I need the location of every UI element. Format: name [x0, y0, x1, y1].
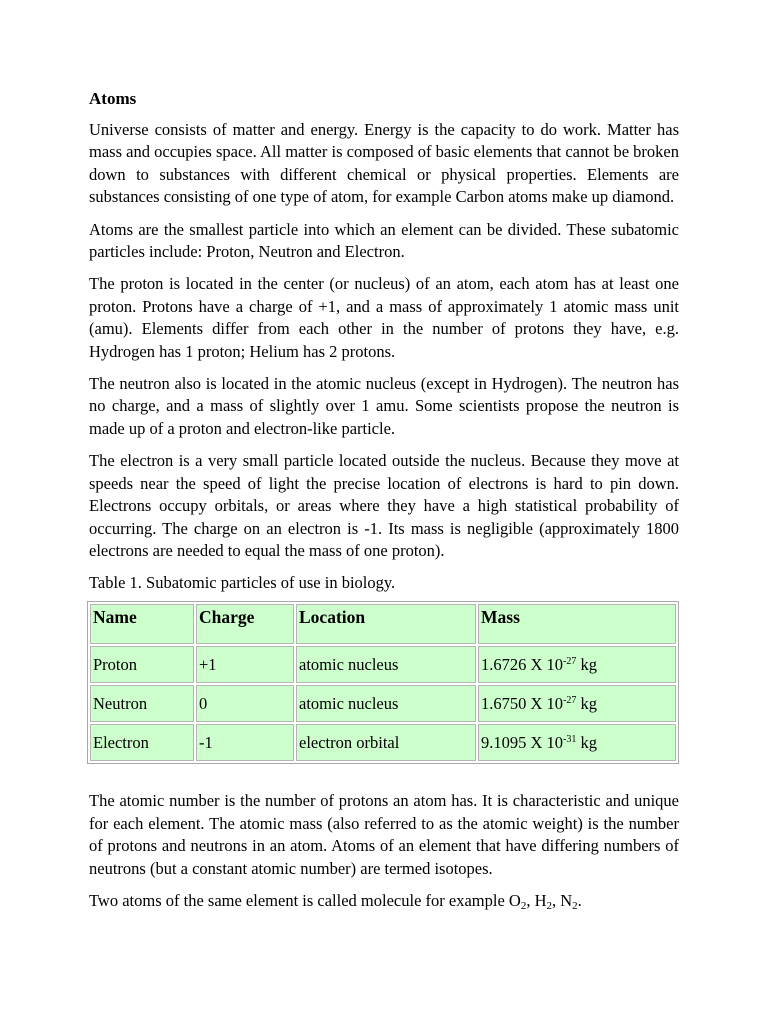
- column-header-charge: Charge: [196, 604, 294, 644]
- table-row-proton: [90, 646, 676, 683]
- table-row-neutron: [90, 685, 676, 722]
- sentence-end: .: [577, 890, 582, 910]
- mass-base: 9.1095 X 10: [481, 732, 564, 752]
- paragraph-matter-energy: Universe consists of matter and energy. Energy is the capacity to do work. Matter has mass and occupies space. All matter is composed of basic elements that cannot be broken down to substances with different chemical or physical properties. Elements are substances consisting of one type of atom, for example Carbon atoms make up diamond.: [89, 120, 679, 207]
- subatomic-particles-table: [87, 601, 679, 764]
- document-page: [89, 88, 679, 922]
- paragraph-atoms: Atoms are the smallest particle into which an element can be divided. These subatomic particles include: Proton, Neutron and Electron.: [89, 219, 679, 262]
- oxygen-subscript: 2: [520, 899, 527, 912]
- paragraph-molecule: [89, 890, 679, 912]
- cell-mass: [478, 685, 676, 722]
- page-title: Atoms: [89, 89, 137, 108]
- cell-location: atomic nucleus: [296, 646, 476, 683]
- mass-unit: kg: [576, 654, 598, 674]
- paragraph-neutron: The neutron also is located in the atomic nucleus (except in Hydrogen). The neutron has no charge, and a mass of slightly over 1 amu. Some scientists propose the neutron is made up of a proton and electron-like particle.: [89, 374, 679, 438]
- table-header-row: [90, 604, 676, 644]
- column-header-mass: Mass: [478, 604, 676, 644]
- cell-charge: 0: [196, 685, 294, 722]
- cell-location: electron orbital: [296, 724, 476, 761]
- cell-charge: -1: [196, 724, 294, 761]
- cell-name: Electron: [90, 724, 194, 761]
- table-row-electron: [90, 724, 676, 761]
- mass-unit: kg: [576, 732, 598, 752]
- paragraph-proton: The proton is located in the center (or nucleus) of an atom, each atom has at least one proton. Protons have a charge of +1, and a mass of approximately 1 atomic mass unit (amu). Elements differ from each other in the number of protons they have, e.g. Hydrogen has 1 proton; Helium has 2 protons.: [89, 274, 679, 361]
- separator-hydrogen: , H: [526, 890, 547, 910]
- nitrogen-subscript: 2: [572, 899, 578, 912]
- mass-exponent: -31: [563, 733, 577, 745]
- hydrogen-subscript: 2: [546, 899, 552, 912]
- cell-location: atomic nucleus: [296, 685, 476, 722]
- mass-base: 1.6750 X 10: [481, 693, 564, 713]
- mass-exponent: -27: [563, 655, 577, 667]
- column-header-location: Location: [296, 604, 476, 644]
- paragraph-atomic-number: The atomic number is the number of protons an atom has. It is characteristic and unique for each element. The atomic mass (also referred to as the atomic weight) is the number of protons and neutrons in an atom. Atoms of an element that have differing numbers of neutrons (but a constant atomic number) are termed isotopes.: [89, 791, 679, 878]
- mass-base: 1.6726 X 10: [481, 654, 564, 674]
- cell-mass: [478, 646, 676, 683]
- mass-exponent: -27: [563, 694, 577, 706]
- column-header-name: Name: [90, 604, 194, 644]
- molecule-text: Two atoms of the same element is called molecule for example O: [89, 890, 521, 910]
- mass-unit: kg: [576, 693, 598, 713]
- separator-nitrogen: , N: [552, 890, 573, 910]
- table-caption: Table 1. Subatomic particles of use in biology.: [89, 573, 396, 593]
- cell-name: Neutron: [90, 685, 194, 722]
- paragraph-electron: The electron is a very small particle located outside the nucleus. Because they move at speeds near the speed of light the precise location of electrons is hard to pin down. Electrons occupy orbitals, or areas where they have a high statistical probability of occurring. The charge on an electron is -1. Its mass is negligible (approximately 1800 electrons are needed to equal the mass of one proton).: [89, 451, 679, 560]
- cell-mass: [478, 724, 676, 761]
- cell-name: Proton: [90, 646, 194, 683]
- cell-charge: +1: [196, 646, 294, 683]
